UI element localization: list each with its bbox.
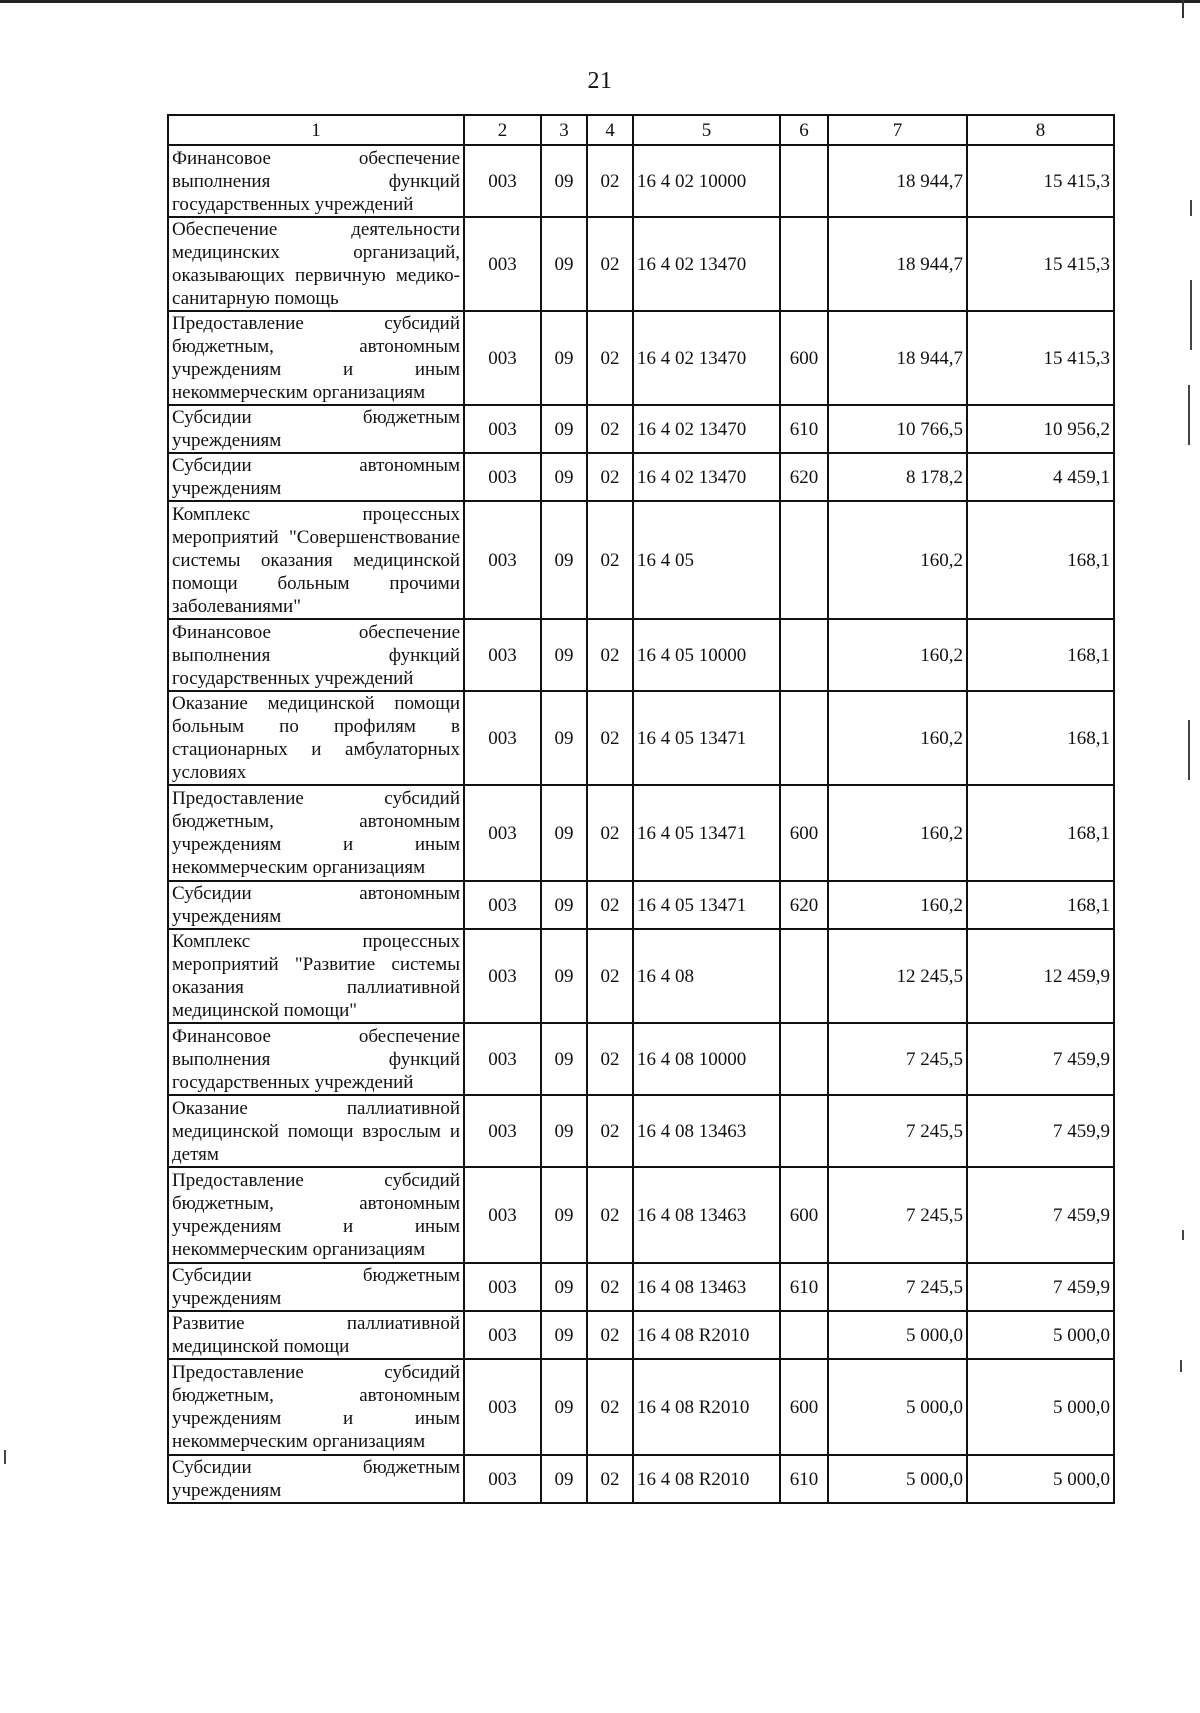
row-col4-cell: 02	[587, 1167, 633, 1263]
table-row	[168, 785, 1114, 881]
row-type-cell: 610	[780, 1263, 828, 1311]
row-value7-cell: 10 766,5	[828, 405, 967, 453]
row-value8-cell: 4 459,1	[967, 453, 1114, 501]
row-type-cell	[780, 501, 828, 619]
row-col3-cell: 09	[541, 691, 587, 785]
scan-artifact	[1180, 1360, 1182, 1372]
row-col3-cell: 09	[541, 881, 587, 929]
row-col3-cell: 09	[541, 311, 587, 405]
row-col4-cell: 02	[587, 619, 633, 691]
row-value8-cell: 5 000,0	[967, 1311, 1114, 1359]
row-code-cell: 16 4 02 13470	[633, 453, 780, 501]
row-col2-cell: 003	[464, 1023, 541, 1095]
row-type-cell	[780, 619, 828, 691]
row-code-cell: 16 4 05	[633, 501, 780, 619]
row-name-cell: Субсидии бюджетным учреждениям	[168, 405, 464, 453]
row-col2-cell: 003	[464, 785, 541, 881]
row-col4-cell: 02	[587, 785, 633, 881]
row-value7-cell: 160,2	[828, 619, 967, 691]
table-row	[168, 1359, 1114, 1455]
row-type-cell	[780, 929, 828, 1023]
row-name-cell: Субсидии автономным учреждениям	[168, 881, 464, 929]
row-value7-cell: 18 944,7	[828, 311, 967, 405]
row-name-cell: Предоставление субсидий бюджетным, автономным учреждениям и иным некоммерческим организациям	[168, 785, 464, 881]
row-value8-cell: 10 956,2	[967, 405, 1114, 453]
row-code-cell: 16 4 05 13471	[633, 881, 780, 929]
row-value7-cell: 5 000,0	[828, 1311, 967, 1359]
row-type-cell	[780, 217, 828, 311]
row-col2-cell: 003	[464, 1167, 541, 1263]
row-name-cell: Предоставление субсидий бюджетным, автономным учреждениям и иным некоммерческим организациям	[168, 1167, 464, 1263]
row-type-cell	[780, 145, 828, 217]
row-code-cell: 16 4 02 13470	[633, 405, 780, 453]
row-value7-cell: 7 245,5	[828, 1263, 967, 1311]
row-col3-cell: 09	[541, 453, 587, 501]
row-col2-cell: 003	[464, 453, 541, 501]
row-col4-cell: 02	[587, 217, 633, 311]
row-type-cell: 600	[780, 311, 828, 405]
row-col4-cell: 02	[587, 405, 633, 453]
row-col4-cell: 02	[587, 311, 633, 405]
row-value7-cell: 12 245,5	[828, 929, 967, 1023]
row-type-cell: 610	[780, 405, 828, 453]
table-row	[168, 217, 1114, 311]
row-type-cell	[780, 1311, 828, 1359]
row-value7-cell: 160,2	[828, 501, 967, 619]
row-col3-cell: 09	[541, 1263, 587, 1311]
table-row	[168, 929, 1114, 1023]
row-col2-cell: 003	[464, 1263, 541, 1311]
row-col2-cell: 003	[464, 1455, 541, 1503]
row-col4-cell: 02	[587, 145, 633, 217]
row-col3-cell: 09	[541, 1455, 587, 1503]
row-col3-cell: 09	[541, 217, 587, 311]
row-col2-cell: 003	[464, 1095, 541, 1167]
row-type-cell: 600	[780, 1167, 828, 1263]
row-value8-cell: 168,1	[967, 785, 1114, 881]
table-row	[168, 619, 1114, 691]
row-col4-cell: 02	[587, 691, 633, 785]
row-col3-cell: 09	[541, 1359, 587, 1455]
row-value7-cell: 5 000,0	[828, 1359, 967, 1455]
row-name-cell: Субсидии автономным учреждениям	[168, 453, 464, 501]
table-row	[168, 501, 1114, 619]
row-col3-cell: 09	[541, 1095, 587, 1167]
header-col-8: 8	[967, 115, 1114, 145]
row-type-cell: 620	[780, 881, 828, 929]
row-value8-cell: 7 459,9	[967, 1263, 1114, 1311]
row-col2-cell: 003	[464, 619, 541, 691]
row-value7-cell: 5 000,0	[828, 1455, 967, 1503]
scan-artifact	[1188, 720, 1190, 780]
row-col4-cell: 02	[587, 453, 633, 501]
row-col4-cell: 02	[587, 501, 633, 619]
row-code-cell: 16 4 08 R2010	[633, 1359, 780, 1455]
row-value7-cell: 160,2	[828, 881, 967, 929]
row-code-cell: 16 4 08 13463	[633, 1167, 780, 1263]
page-number: 21	[587, 68, 613, 94]
row-col2-cell: 003	[464, 145, 541, 217]
scan-artifact	[1182, 1230, 1184, 1240]
row-col4-cell: 02	[587, 1359, 633, 1455]
row-name-cell: Оказание медицинской помощи больным по профилям в стационарных и амбулаторных условиях	[168, 691, 464, 785]
row-name-cell: Финансовое обеспечение выполнения функций государственных учреждений	[168, 1023, 464, 1095]
row-value7-cell: 7 245,5	[828, 1095, 967, 1167]
table-row	[168, 311, 1114, 405]
table-header-row	[168, 115, 1114, 145]
row-col4-cell: 02	[587, 1263, 633, 1311]
row-value8-cell: 168,1	[967, 691, 1114, 785]
row-code-cell: 16 4 02 13470	[633, 311, 780, 405]
row-code-cell: 16 4 08 R2010	[633, 1455, 780, 1503]
row-col2-cell: 003	[464, 929, 541, 1023]
scan-top-edge	[0, 0, 1200, 3]
row-type-cell: 620	[780, 453, 828, 501]
row-value7-cell: 18 944,7	[828, 145, 967, 217]
table-row	[168, 1455, 1114, 1503]
scan-artifact	[1188, 385, 1190, 445]
table-row	[168, 881, 1114, 929]
row-col4-cell: 02	[587, 1455, 633, 1503]
row-name-cell: Комплекс процессных мероприятий "Развитие системы оказания паллиативной медицинской помощи"	[168, 929, 464, 1023]
row-code-cell: 16 4 08 13463	[633, 1263, 780, 1311]
row-col3-cell: 09	[541, 1311, 587, 1359]
row-name-cell: Субсидии бюджетным учреждениям	[168, 1455, 464, 1503]
row-value7-cell: 7 245,5	[828, 1167, 967, 1263]
row-col4-cell: 02	[587, 1023, 633, 1095]
row-col3-cell: 09	[541, 929, 587, 1023]
row-col4-cell: 02	[587, 929, 633, 1023]
row-value7-cell: 7 245,5	[828, 1023, 967, 1095]
row-col2-cell: 003	[464, 405, 541, 453]
row-name-cell: Финансовое обеспечение выполнения функций государственных учреждений	[168, 145, 464, 217]
header-col-4: 4	[587, 115, 633, 145]
row-code-cell: 16 4 08 13463	[633, 1095, 780, 1167]
table-body	[168, 145, 1114, 1503]
row-code-cell: 16 4 02 10000	[633, 145, 780, 217]
row-code-cell: 16 4 02 13470	[633, 217, 780, 311]
row-name-cell: Обеспечение деятельности медицинских организаций, оказывающих первичную медико-санитарную помощь	[168, 217, 464, 311]
row-value8-cell: 168,1	[967, 501, 1114, 619]
row-value8-cell: 7 459,9	[967, 1023, 1114, 1095]
row-code-cell: 16 4 05 13471	[633, 691, 780, 785]
row-name-cell: Предоставление субсидий бюджетным, автономным учреждениям и иным некоммерческим организациям	[168, 311, 464, 405]
row-value8-cell: 168,1	[967, 619, 1114, 691]
row-value8-cell: 168,1	[967, 881, 1114, 929]
row-col4-cell: 02	[587, 881, 633, 929]
row-value7-cell: 18 944,7	[828, 217, 967, 311]
row-type-cell	[780, 691, 828, 785]
table-row	[168, 1023, 1114, 1095]
row-value8-cell: 12 459,9	[967, 929, 1114, 1023]
row-col3-cell: 09	[541, 619, 587, 691]
row-name-cell: Оказание паллиативной медицинской помощи взрослым и детям	[168, 1095, 464, 1167]
row-col3-cell: 09	[541, 145, 587, 217]
row-value8-cell: 15 415,3	[967, 311, 1114, 405]
table-row	[168, 1311, 1114, 1359]
row-code-cell: 16 4 08	[633, 929, 780, 1023]
row-value8-cell: 7 459,9	[967, 1167, 1114, 1263]
row-value7-cell: 160,2	[828, 785, 967, 881]
row-value7-cell: 160,2	[828, 691, 967, 785]
row-col4-cell: 02	[587, 1095, 633, 1167]
row-col3-cell: 09	[541, 405, 587, 453]
scan-right-edge-mark	[1182, 0, 1184, 18]
row-value8-cell: 7 459,9	[967, 1095, 1114, 1167]
header-col-2: 2	[464, 115, 541, 145]
row-name-cell: Субсидии бюджетным учреждениям	[168, 1263, 464, 1311]
table-row	[168, 1263, 1114, 1311]
row-value7-cell: 8 178,2	[828, 453, 967, 501]
row-col2-cell: 003	[464, 691, 541, 785]
row-col2-cell: 003	[464, 311, 541, 405]
row-code-cell: 16 4 05 10000	[633, 619, 780, 691]
table-row	[168, 145, 1114, 217]
row-col2-cell: 003	[464, 881, 541, 929]
row-code-cell: 16 4 08 R2010	[633, 1311, 780, 1359]
row-col2-cell: 003	[464, 1311, 541, 1359]
row-col2-cell: 003	[464, 217, 541, 311]
row-name-cell: Развитие паллиативной медицинской помощи	[168, 1311, 464, 1359]
scan-artifact	[1190, 280, 1192, 350]
row-type-cell	[780, 1095, 828, 1167]
row-col2-cell: 003	[464, 1359, 541, 1455]
row-col3-cell: 09	[541, 785, 587, 881]
row-col4-cell: 02	[587, 1311, 633, 1359]
header-col-5: 5	[633, 115, 780, 145]
table-row	[168, 405, 1114, 453]
scan-artifact	[4, 1450, 6, 1464]
row-value8-cell: 5 000,0	[967, 1359, 1114, 1455]
budget-table	[167, 114, 1115, 1504]
table-row	[168, 453, 1114, 501]
row-col2-cell: 003	[464, 501, 541, 619]
row-code-cell: 16 4 05 13471	[633, 785, 780, 881]
row-value8-cell: 15 415,3	[967, 145, 1114, 217]
header-col-3: 3	[541, 115, 587, 145]
row-code-cell: 16 4 08 10000	[633, 1023, 780, 1095]
row-value8-cell: 15 415,3	[967, 217, 1114, 311]
row-col3-cell: 09	[541, 1167, 587, 1263]
table-row	[168, 1167, 1114, 1263]
row-name-cell: Комплекс процессных мероприятий "Совершенствование системы оказания медицинской помощи больным прочими заболеваниями"	[168, 501, 464, 619]
header-col-7: 7	[828, 115, 967, 145]
row-type-cell	[780, 1023, 828, 1095]
row-value8-cell: 5 000,0	[967, 1455, 1114, 1503]
row-type-cell: 600	[780, 785, 828, 881]
row-col3-cell: 09	[541, 501, 587, 619]
header-col-6: 6	[780, 115, 828, 145]
table-row	[168, 691, 1114, 785]
table-row	[168, 1095, 1114, 1167]
row-col3-cell: 09	[541, 1023, 587, 1095]
scan-artifact	[1190, 200, 1192, 216]
row-name-cell: Предоставление субсидий бюджетным, автономным учреждениям и иным некоммерческим организациям	[168, 1359, 464, 1455]
row-type-cell: 600	[780, 1359, 828, 1455]
header-col-1: 1	[168, 115, 464, 145]
row-name-cell: Финансовое обеспечение выполнения функций государственных учреждений	[168, 619, 464, 691]
row-type-cell: 610	[780, 1455, 828, 1503]
